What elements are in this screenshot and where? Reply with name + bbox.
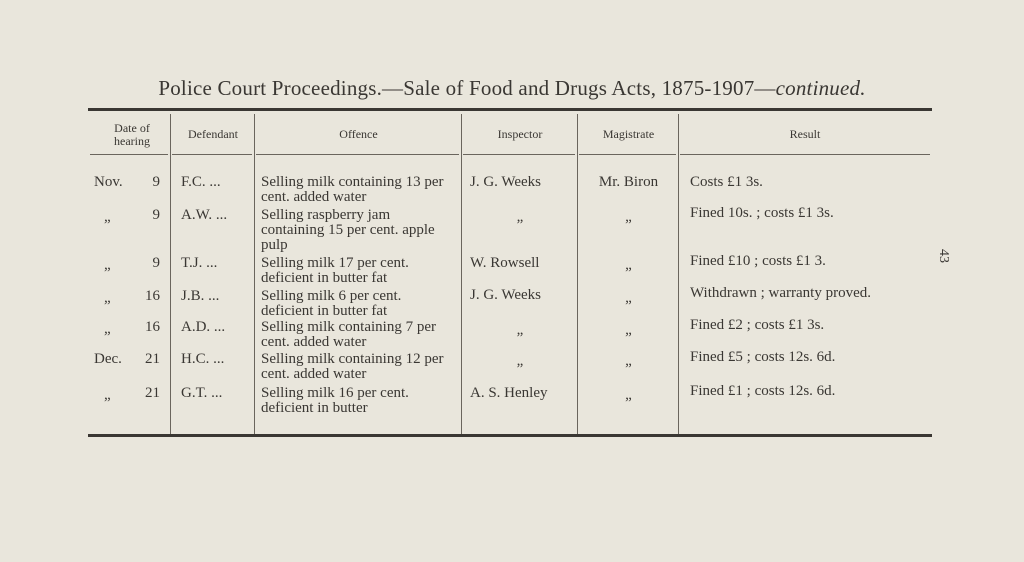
row-offence: Selling milk 17 per cent. deficient in butter fat <box>261 255 409 286</box>
row-result: Costs £1 3s. <box>690 174 763 190</box>
row-magistrate: „ <box>625 387 632 403</box>
row-day: 21 <box>145 385 160 401</box>
row-defendant: F.C. ... <box>181 174 221 190</box>
row-defendant: A.W. ... <box>181 207 228 223</box>
row-inspector: J. G. Weeks <box>470 287 542 303</box>
column-divider <box>170 114 171 434</box>
header-magistrate: Magistrate <box>602 127 655 141</box>
row-magistrate: „ <box>625 353 632 369</box>
row-day: 16 <box>145 288 160 304</box>
column-divider <box>461 114 462 434</box>
table-top-rule <box>88 108 932 111</box>
header-underline <box>680 154 930 155</box>
header-underline <box>90 154 168 155</box>
row-inspector: J. G. Weeks <box>470 174 542 190</box>
row-magistrate: Mr. Biron <box>598 174 659 190</box>
row-inspector: „ <box>516 322 524 338</box>
row-result: Fined 10s. ; costs £1 3s. <box>690 205 834 221</box>
row-defendant: J.B. ... <box>181 288 220 304</box>
header-underline <box>172 154 252 155</box>
header-offence: Offence <box>339 127 378 141</box>
row-result: Fined £1 ; costs 12s. 6d. <box>690 383 836 399</box>
page-number: 43 <box>936 249 951 263</box>
row-result: Fined £5 ; costs 12s. 6d. <box>690 349 836 365</box>
row-magistrate: „ <box>625 322 632 338</box>
row-magistrate: „ <box>625 290 632 306</box>
row-magistrate: „ <box>625 209 632 225</box>
column-divider <box>254 114 255 434</box>
row-day: 16 <box>145 319 160 335</box>
row-month: „ <box>104 387 111 403</box>
row-offence: Selling milk 16 per cent. deficient in butter <box>261 385 409 416</box>
row-defendant: A.D. ... <box>181 319 226 335</box>
header-date: Date of hearing <box>114 121 150 148</box>
column-divider <box>577 114 578 434</box>
row-day: 9 <box>152 255 160 271</box>
table-bottom-rule <box>88 434 932 437</box>
title-main: Police Court Proceedings.—Sale of Food and Drugs Acts, 1875-1907— <box>158 76 776 100</box>
header-defendant: Defendant <box>188 127 238 141</box>
row-day: 21 <box>145 351 160 367</box>
row-month: Dec. <box>94 351 122 367</box>
row-offence: Selling milk containing 13 per cent. added water <box>261 174 444 205</box>
row-defendant: G.T. ... <box>181 385 223 401</box>
row-defendant: T.J. ... <box>181 255 218 271</box>
row-month: „ <box>104 290 111 306</box>
row-magistrate: „ <box>625 257 632 273</box>
row-month: „ <box>104 209 111 225</box>
header-underline <box>256 154 459 155</box>
column-divider <box>678 114 679 434</box>
row-month: „ <box>104 257 111 273</box>
row-offence: Selling milk containing 7 per cent. added water <box>261 319 436 350</box>
row-month: „ <box>104 321 111 337</box>
row-result: Fined £10 ; costs £1 3. <box>690 253 826 269</box>
row-offence: Selling raspberry jam containing 15 per cent. apple pulp <box>261 207 435 253</box>
title-continued: continued. <box>775 76 866 100</box>
row-inspector: A. S. Henley <box>470 385 548 401</box>
row-result: Withdrawn ; warranty proved. <box>690 285 872 301</box>
row-inspector: W. Rowsell <box>470 255 540 271</box>
page-title <box>0 76 1024 101</box>
row-offence: Selling milk 6 per cent. deficient in butter fat <box>261 288 402 319</box>
row-defendant: H.C. ... <box>181 351 225 367</box>
row-day: 9 <box>152 174 160 190</box>
header-inspector: Inspector <box>497 127 543 141</box>
row-day: 9 <box>152 207 160 223</box>
row-inspector: „ <box>516 353 524 369</box>
row-result: Fined £2 ; costs £1 3s. <box>690 317 825 333</box>
row-inspector: „ <box>516 209 524 225</box>
header-underline <box>463 154 575 155</box>
row-offence: Selling milk containing 12 per cent. added water <box>261 351 444 382</box>
header-result: Result <box>789 127 821 141</box>
header-underline <box>579 154 676 155</box>
row-month: Nov. <box>94 174 123 190</box>
